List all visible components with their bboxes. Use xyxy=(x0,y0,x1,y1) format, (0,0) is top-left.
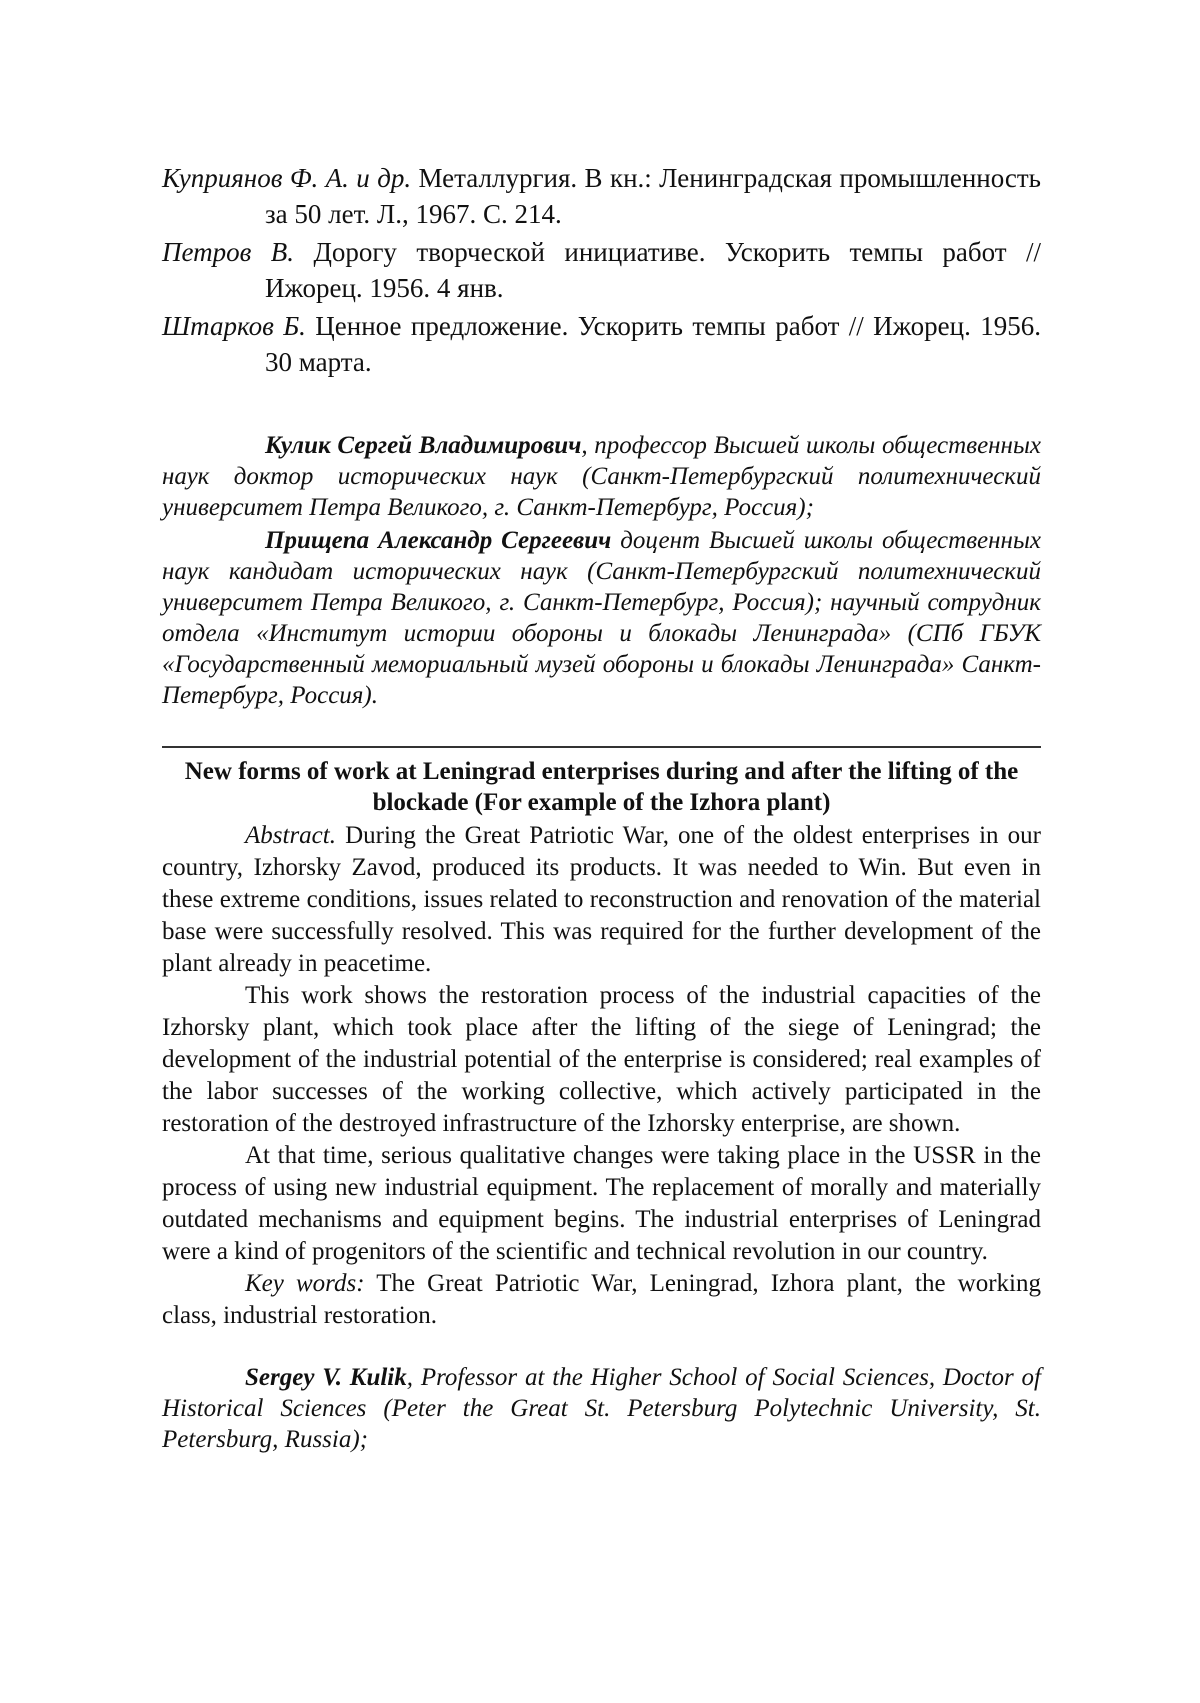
reference-item xyxy=(162,160,1041,232)
reference-item xyxy=(162,234,1041,306)
author-info-ru xyxy=(162,430,1041,711)
keywords xyxy=(162,1268,1041,1332)
abstract-paragraph xyxy=(162,820,1041,980)
document-page xyxy=(162,160,1041,1455)
abstract-paragraph: At that time, serious qualitative changes were taking place in the USSR in the process of using new industrial equipment. The replacement of morally and materially outdated mechanisms and equipment begins. The industrial enterprises of Leningrad were a kind of progenitors of the scientific and technical revolution in our country. xyxy=(162,1142,1041,1265)
author-name-en: Sergey V. Kulik xyxy=(245,1364,407,1391)
reference-author: Куприянов Ф. А. и др. xyxy=(162,163,412,193)
author-name: Кулик Сергей Владимирович xyxy=(265,432,582,459)
author-note xyxy=(162,525,1041,711)
keywords-label: Key words: xyxy=(245,1270,365,1297)
author-details: доцент Высшей школы общественных наук кандидат исторических наук (Санкт-Петербургский политехнический университет Петра Великого, г. Санкт-Петербург, Россия); научный сотрудник отдела «Институт истории обороны и блокады Ленинграда» (СПб ГБУК «Государственный мемориальный музей обороны и блокады Ленинграда» Санкт-Петербург, Россия). xyxy=(162,527,1041,709)
author-note xyxy=(162,430,1041,523)
author-note-en xyxy=(162,1362,1041,1455)
section-divider xyxy=(162,746,1041,748)
reference-list xyxy=(162,160,1041,380)
reference-author: Штарков Б. xyxy=(162,311,306,341)
author-name: Прищепа Александр Сергеевич xyxy=(265,527,612,554)
reference-item xyxy=(162,308,1041,380)
reference-text: Ценное предложение. Ускорить темпы работ // Ижорец. 1956. 30 марта. xyxy=(265,311,1041,377)
abstract-label: Abstract. xyxy=(245,822,336,849)
english-abstract-section xyxy=(162,756,1041,1455)
reference-author: Петров В. xyxy=(162,237,295,267)
author-details-en: , Professor at the Higher School of Social Sciences, Doctor of Historical Sciences (Peter the Great St. Petersburg Polytechnic University, St. Petersburg, Russia); xyxy=(162,1364,1042,1453)
keywords-text: The Great Patriotic War, Leningrad, Izhora plant, the working class, industrial restoration. xyxy=(162,1270,1041,1329)
reference-text: Металлургия. В кн.: Ленинградская промышленность за 50 лет. Л., 1967. С. 214. xyxy=(265,163,1041,229)
article-title: New forms of work at Leningrad enterprises during and after the lifting of the blockade (For example of the Izhora plant) xyxy=(184,758,1019,816)
author-details: , профессор Высшей школы общественных наук доктор исторических наук (Санкт-Петербургский политехнический университет Петра Великого, г. Санкт-Петербург, Россия); xyxy=(162,432,1041,521)
reference-text: Дорогу творческой инициативе. Ускорить темпы работ // Ижорец. 1956. 4 янв. xyxy=(265,237,1041,303)
abstract-paragraph: This work shows the restoration process of the industrial capacities of the Izhorsky plant, which took place after the lifting of the siege of Leningrad; the development of the industrial potential of the enterprise is considered; real examples of the labor successes of the working collective, which actively participated in the restoration of the destroyed infrastructure of the Izhorsky enterprise, are shown. xyxy=(162,982,1041,1137)
abstract-text: During the Great Patriotic War, one of the oldest enterprises in our country, Izhorsky Zavod, produced its products. It was needed to Win. But even in these extreme conditions, issues related to reconstruction and renovation of the material base were successfully resolved. This was required for the further development of the plant already in peacetime. xyxy=(162,822,1041,977)
